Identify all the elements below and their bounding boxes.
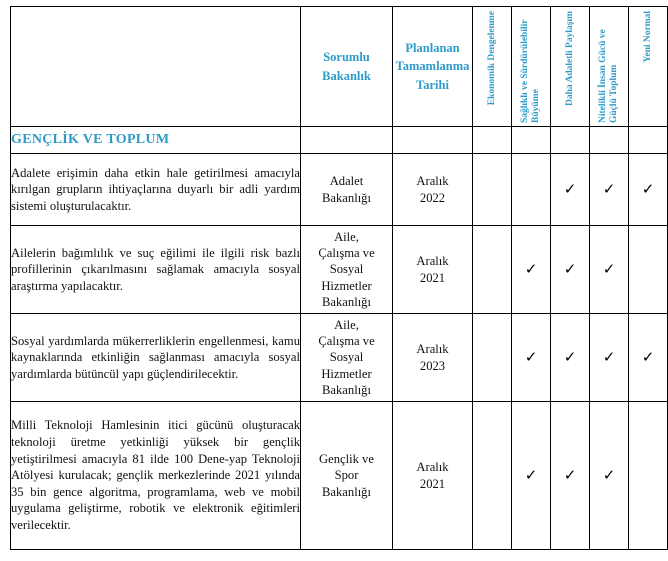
measure-text: Sosyal yardımlarda mükerrerliklerin engellenmesi, kamu kaynaklarında etkinliğin sağlanması amacıyla sosyal yardımlarda bütüncül yapı güçlendirilecektir. (11, 314, 301, 402)
axis-check-cell (473, 154, 512, 226)
measure-text: Ailelerin bağımlılık ve suç eğilimi ile ilgili risk bazlı profillerinin çıkarılmasını sağlamak amacıyla sosyal araştırma yapılacaktır. (11, 226, 301, 314)
section-title: GENÇLİK VE TOPLUM (11, 127, 301, 154)
ministry-line: Sosyal (329, 262, 364, 277)
axis-check-cell (590, 314, 629, 402)
ministry-line: Aile, (334, 229, 359, 244)
ministry-line: Bakanlığı (322, 295, 371, 310)
header-planned-line1: Planlanan (405, 41, 460, 56)
ministry-cell (301, 226, 393, 314)
date-line: Aralık (416, 254, 449, 269)
check-mark: ✓ (602, 465, 616, 484)
ministry-cell (301, 154, 393, 226)
date-line: 2021 (419, 476, 446, 491)
check-mark: ✓ (563, 259, 577, 278)
axis-check-cell (512, 402, 551, 550)
check-mark: ✓ (602, 259, 616, 278)
section-blank-date (393, 127, 473, 154)
ministry-line: Sosyal (329, 350, 364, 365)
table-header-row (11, 7, 668, 127)
check-mark: ✓ (602, 347, 616, 366)
section-blank-axis-5 (629, 127, 668, 154)
header-responsible-ministry-line2: Bakanlık (322, 68, 371, 83)
ministry-line: Çalışma ve (318, 333, 375, 348)
axis-check-cell (590, 226, 629, 314)
header-responsible-ministry (301, 7, 393, 127)
date-cell (393, 154, 473, 226)
header-axis-nitelikli-insan-gucu (590, 7, 629, 127)
axis-check-cell (590, 154, 629, 226)
check-mark: ✓ (641, 179, 655, 198)
date-line: 2023 (419, 358, 446, 373)
section-blank-axis-2 (512, 127, 551, 154)
measures-table (10, 6, 668, 550)
check-mark: ✓ (563, 465, 577, 484)
ministry-line: Hizmetler (321, 366, 372, 381)
header-responsible-ministry-line1: Sorumlu (323, 50, 370, 65)
header-axis-daha-adaletli-paylasim (551, 7, 590, 127)
header-axis-label: Daha Adaletli Paylaşım (564, 10, 575, 106)
header-planned-line3: Tarihi (416, 77, 449, 92)
axis-check-cell (551, 314, 590, 402)
ministry-line: Bakanlığı (322, 484, 371, 499)
header-axis-yeni-normal (629, 7, 668, 127)
header-planned-completion-date (393, 7, 473, 127)
axis-check-cell (629, 314, 668, 402)
check-mark: ✓ (524, 347, 538, 366)
table-row (11, 226, 668, 314)
date-line: Aralık (416, 342, 449, 357)
ministry-line: Çalışma ve (318, 245, 375, 260)
date-line: 2021 (419, 270, 446, 285)
date-line: 2022 (419, 190, 446, 205)
check-mark: ✓ (641, 347, 655, 366)
ministry-line: Adalet (329, 174, 364, 189)
axis-check-cell (512, 314, 551, 402)
ministry-cell (301, 402, 393, 550)
date-line: Aralık (416, 174, 449, 189)
axis-check-cell (551, 402, 590, 550)
section-blank-ministry (301, 127, 393, 154)
axis-check-cell (473, 314, 512, 402)
date-cell (393, 226, 473, 314)
axis-check-cell (551, 226, 590, 314)
axis-check-cell (590, 402, 629, 550)
header-axis-ekonomik-dengelenme (473, 7, 512, 127)
axis-check-cell (629, 226, 668, 314)
header-axis-label: Ekonomik Dengelenme (486, 10, 497, 105)
header-axis-label: Yeni Normal (642, 10, 653, 62)
ministry-line: Gençlik ve (319, 451, 374, 466)
section-blank-axis-1 (473, 127, 512, 154)
ministry-line: Aile, (334, 317, 359, 332)
section-blank-axis-4 (590, 127, 629, 154)
ministry-line: Bakanlığı (322, 383, 371, 398)
header-axis-label: Sağlıklı ve Sürdürülebilir Büyüme (520, 19, 541, 123)
header-measure-blank (11, 7, 301, 127)
check-mark: ✓ (563, 347, 577, 366)
check-mark: ✓ (524, 465, 538, 484)
axis-check-cell (629, 402, 668, 550)
date-cell (393, 314, 473, 402)
axis-check-cell (512, 226, 551, 314)
table-row (11, 402, 668, 550)
axis-check-cell (512, 154, 551, 226)
header-axis-label: Nitelikli İnsan Gücü ve Güçlü Toplum (598, 28, 619, 123)
axis-check-cell (473, 402, 512, 550)
table-row (11, 154, 668, 226)
axis-check-cell (551, 154, 590, 226)
check-mark: ✓ (524, 259, 538, 278)
section-heading-row (11, 127, 668, 154)
measure-text: Milli Teknoloji Hamlesinin itici gücünü oluşturacak teknoloji üretme yetkinliği yüksek bir gençlik yetiştirilmesi amacıyla 81 ilde 100 Dene-yap Teknoloji Atölyesi kurulacak; gençlik merkezlerinde 2021 yılında 35 bin gence algoritma, programlama, web ve mobil uygulama geliştirme, robotik ve elektronik eğitimleri verilecektir. (11, 402, 301, 550)
header-planned-line2: Tamamlanma (395, 59, 470, 74)
ministry-line: Spor (334, 468, 359, 483)
date-cell (393, 402, 473, 550)
ministry-line: Bakanlığı (322, 190, 371, 205)
axis-check-cell (473, 226, 512, 314)
axis-check-cell (629, 154, 668, 226)
section-blank-axis-3 (551, 127, 590, 154)
ministry-line: Hizmetler (321, 278, 372, 293)
date-line: Aralık (416, 460, 449, 475)
check-mark: ✓ (602, 179, 616, 198)
table-row (11, 314, 668, 402)
ministry-cell (301, 314, 393, 402)
measure-text: Adalete erişimin daha etkin hale getirilmesi amacıyla kırılgan grupların ihtiyaçlarına duyarlı bir adli yardım sistemi oluşturulacaktır. (11, 154, 301, 226)
header-axis-saglikli-surdurulebilir-buyume (512, 7, 551, 127)
check-mark: ✓ (563, 179, 577, 198)
